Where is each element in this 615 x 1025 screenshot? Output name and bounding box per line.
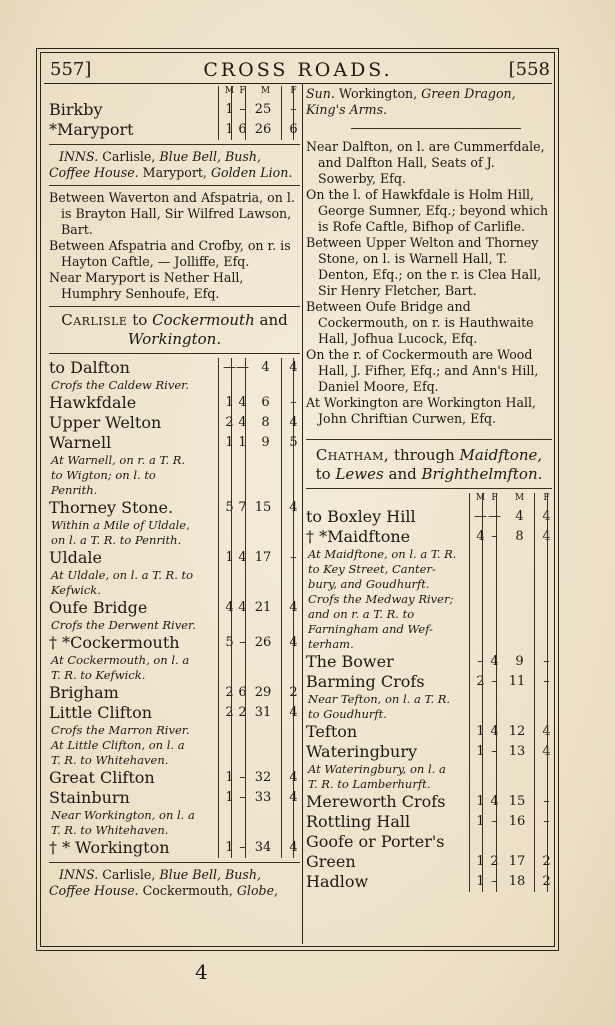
route-note: At Little Clifton, on l. a (51, 738, 185, 752)
route-note: At Wateringbury, on l. a (308, 762, 446, 776)
inns-continued (306, 86, 552, 118)
distance-f2: 4 (542, 529, 551, 544)
distance-m1: 1 (225, 122, 234, 137)
route-word: to (315, 465, 331, 483)
rule (351, 128, 521, 129)
note-paragraph: Between Afspatria and Crofby, on r. is Hayton Caftle, — Jolliffe, Efq. (49, 238, 291, 269)
route-note: bury, and Goudhurft. (308, 577, 430, 591)
distance-m2: 13 (508, 744, 526, 759)
distance-m2: 26 (254, 635, 272, 650)
route-stage (49, 788, 300, 838)
place-name: to Dalfton (49, 358, 130, 377)
route-note: Crofs the Marron River. (51, 723, 190, 737)
column-rule (482, 493, 483, 892)
inns-names: Green Dragon, King's Arms. (306, 86, 516, 117)
route-word: through (393, 446, 455, 464)
route-stage (49, 393, 300, 413)
inns-town: Carlisle, (102, 149, 156, 164)
column-head: M (475, 493, 486, 503)
inns-note (49, 867, 300, 899)
page-header (44, 55, 552, 81)
column-heads (306, 493, 552, 507)
route-stage (306, 652, 552, 672)
distance-m2: 12 (508, 724, 526, 739)
right-column (306, 86, 552, 892)
route-stage (49, 838, 300, 858)
route-note: Within a Mile of Uldale, (51, 518, 190, 532)
distance-m1: 1 (476, 744, 485, 759)
route-word: to (132, 311, 148, 329)
place-name: Stainburn (49, 788, 130, 807)
route-stage (306, 672, 552, 722)
route-stage (49, 548, 300, 598)
distance-f2: 4 (542, 509, 551, 524)
route-dest: Workington. (127, 330, 222, 348)
column-rule (245, 86, 246, 140)
route-stage (49, 498, 300, 548)
distance-f1: 6 (238, 685, 247, 700)
inns-town: Carlisle, (102, 867, 156, 882)
route-note: Penrith. (51, 483, 98, 497)
route-note: to Key Street, Canter- (308, 562, 436, 576)
route-word: and (388, 465, 417, 483)
distance-f1: 4 (490, 794, 499, 809)
note-paragraph: At Workington are Workington Hall, John Chriftian Curwen, Efq. (306, 395, 537, 426)
distance-m2: 16 (508, 814, 526, 829)
distance-f1: – (491, 744, 498, 759)
column-rule (281, 86, 282, 140)
distance-f2: 2 (289, 685, 298, 700)
distance-f1: 4 (238, 550, 247, 565)
distance-f2: 5 (289, 435, 298, 450)
route-note: Crofs the Medway River; (308, 592, 454, 606)
distance-f2: – (543, 794, 550, 809)
distance-m1: 1 (476, 814, 485, 829)
distance-m1: 1 (225, 840, 234, 855)
column-heads (49, 86, 300, 100)
route-stage (49, 598, 300, 633)
distance-m2: 8 (261, 415, 270, 430)
distance-f2: 4 (542, 724, 551, 739)
place-name: Green (306, 852, 356, 871)
distance-m1: 2 (476, 674, 485, 689)
distance-f1: 1 (238, 435, 247, 450)
rule (306, 439, 552, 440)
distance-f1: — (236, 360, 249, 375)
left-column (49, 86, 300, 899)
place-name: Brigham (49, 683, 119, 702)
place-name: † *Maidftone (306, 527, 411, 546)
route-stage (49, 100, 300, 120)
column-head: F (543, 493, 550, 503)
route-stage (306, 722, 552, 742)
distance-m2: 26 (254, 122, 272, 137)
note-paragraph: On the l. of Hawkfdale is Holm Hill, George Sumner, Efq.; beyond which is Rofe Caftle, Bifhop of Carlifle. (306, 187, 549, 234)
distance-m2: 9 (515, 654, 524, 669)
distance-f2: – (290, 395, 297, 410)
route-note: T. R. to Whitehaven. (51, 753, 169, 767)
column-rule (218, 86, 219, 140)
route-stage (306, 872, 552, 892)
distance-m1: 1 (225, 790, 234, 805)
distance-f1: — (488, 509, 501, 524)
route-dest: Brighthelmfton. (421, 465, 543, 483)
distance-m2: 18 (508, 874, 526, 889)
distance-f1: 4 (238, 600, 247, 615)
route-stage (306, 832, 552, 852)
distance-m2: 6 (261, 395, 270, 410)
distance-m1: 1 (225, 395, 234, 410)
route-note: Kefwick. (51, 583, 101, 597)
place-name: Hawkfdale (49, 393, 137, 412)
place-name: Thorney Stone. (49, 498, 174, 517)
distance-m1: 2 (225, 415, 234, 430)
distance-f2: 2 (542, 874, 551, 889)
distance-f1: – (239, 635, 246, 650)
distance-f1: 2 (238, 705, 247, 720)
distance-f1: – (239, 790, 246, 805)
note-paragraph: Near Maryport is Nether Hall, Humphry Senhoufe, Efq. (49, 270, 244, 301)
column-rule (293, 358, 294, 858)
route-note: and on r. a T. R. to (308, 607, 415, 621)
route-table-left (49, 358, 300, 858)
route-dest: Lewes (335, 465, 384, 483)
inns-label: INNS. (59, 149, 99, 164)
route-stage (49, 413, 300, 433)
distance-f1: 4 (490, 654, 499, 669)
distance-f2: 4 (289, 840, 298, 855)
distance-f2: 4 (289, 360, 298, 375)
route-note: on l. a T. R. to Penrith. (51, 533, 182, 547)
distance-f2: – (290, 102, 297, 117)
place-name: † *Cockermouth (49, 633, 180, 652)
distance-m1: 1 (225, 550, 234, 565)
distance-m1: 1 (225, 102, 234, 117)
rule (49, 306, 300, 307)
column-rule (231, 86, 232, 140)
distance-m2: 17 (254, 550, 272, 565)
route-word: and (259, 311, 288, 329)
header-rule (44, 83, 552, 84)
note-paragraph: Near Dalfton, on l. are Cummerfdale, and Dalfton Hall, Seats of J. Sowerby, Efq. (306, 139, 545, 186)
distance-m2: 33 (254, 790, 272, 805)
route-note: At Cockermouth, on l. a (51, 653, 190, 667)
route-note: At Warnell, on r. a T. R. (51, 453, 186, 467)
route-table-right (306, 493, 552, 892)
column-rule (469, 493, 470, 892)
column-rule (245, 358, 246, 858)
distance-f1: 4 (238, 395, 247, 410)
distance-f1: 6 (238, 122, 247, 137)
distance-f2: 6 (289, 122, 298, 137)
route-title-left (49, 311, 300, 349)
page-folio: 4 (195, 960, 208, 984)
left-notes (49, 190, 300, 302)
place-name: Tefton (306, 722, 358, 741)
distance-m1: — (223, 360, 236, 375)
place-name: Goofe or Porter's (306, 832, 445, 851)
route-stage (306, 742, 552, 792)
note-paragraph: Between Oufe Bridge and Cockermouth, on r. is Hauthwaite Hall, Jofhua Lucock, Efq. (306, 299, 534, 346)
route-stage (306, 792, 552, 812)
column-head: M (260, 86, 271, 96)
column-head: M (514, 493, 525, 503)
page-title: CROSS ROADS. (203, 59, 393, 81)
route-note: T. R. to Whitehaven. (51, 823, 169, 837)
distance-f1: – (239, 102, 246, 117)
inns-note (49, 149, 300, 181)
place-name: Oufe Bridge (49, 598, 148, 617)
distance-m1: 5 (225, 500, 234, 515)
distance-f2: 2 (542, 854, 551, 869)
distance-m2: 21 (254, 600, 272, 615)
route-stage (306, 527, 552, 652)
distance-m2: 32 (254, 770, 272, 785)
distance-m1: 1 (225, 770, 234, 785)
distance-m2: 4 (515, 509, 524, 524)
route-note: Crofs the Caldew River. (51, 378, 190, 392)
column-rule (281, 358, 282, 858)
distance-m2: 17 (508, 854, 526, 869)
route-stage (49, 633, 300, 683)
route-stage (306, 852, 552, 872)
distance-f1: – (239, 840, 246, 855)
distance-m2: 11 (508, 674, 526, 689)
distance-m2: 25 (254, 102, 272, 117)
route-note: Near Workington, on l. a (51, 808, 195, 822)
column-rule (218, 358, 219, 858)
distance-f1: 2 (490, 854, 499, 869)
column-divider (302, 84, 303, 944)
route-note: to Goudhurft. (308, 707, 387, 721)
distance-m1: 1 (476, 724, 485, 739)
distance-f1: – (239, 770, 246, 785)
distance-f2: 4 (289, 770, 298, 785)
page-number-left: 557] (50, 59, 92, 80)
right-notes (306, 139, 552, 427)
column-rule (534, 493, 535, 892)
note-paragraph: Between Upper Welton and Thorney Stone, on l. is Warnell Hall, T. Denton, Efq.; on the r. is Clea Hall, Sir Henry Fletcher, Bart. (306, 235, 542, 298)
column-rule (293, 86, 294, 140)
place-name: *Maryport (49, 120, 134, 139)
distance-m1: 2 (225, 705, 234, 720)
route-note: Near Tefton, on l. a T. R. (308, 692, 451, 706)
distance-m1: 4 (476, 529, 485, 544)
rule (49, 862, 300, 863)
rule (49, 185, 300, 186)
distance-f2: – (543, 674, 550, 689)
distance-f1: 7 (238, 500, 247, 515)
distance-f2: – (543, 814, 550, 829)
place-name: Uldale (49, 548, 102, 567)
distance-m2: 15 (254, 500, 272, 515)
distance-m2: 4 (261, 360, 270, 375)
route-note: Farningham and Wef- (308, 622, 433, 636)
distance-f2: – (290, 550, 297, 565)
distance-f1: – (491, 674, 498, 689)
route-stage (306, 507, 552, 527)
distance-m1: 1 (476, 874, 485, 889)
inns-town: Workington, (338, 86, 418, 101)
distance-f1: 4 (238, 415, 247, 430)
distance-f1: – (491, 529, 498, 544)
note-paragraph: On the r. of Cockermouth are Wood Hall, J. Fifher, Efq.; and Ann's Hill, Daniel Moore, Efq. (306, 347, 539, 394)
distance-m1: 2 (225, 685, 234, 700)
route-note: At Maidftone, on l. a T. R. (308, 547, 457, 561)
column-head: F (491, 493, 498, 503)
distance-f2: 4 (289, 790, 298, 805)
place-name: Barming Crofs (306, 672, 425, 691)
distance-f2: 4 (289, 635, 298, 650)
place-name: Birkby (49, 100, 103, 119)
route-stage (49, 703, 300, 768)
route-stage (49, 358, 300, 393)
distance-m1: 1 (476, 794, 485, 809)
distance-m2: 34 (254, 840, 272, 855)
route-note: At Uldale, on l. a T. R. to (51, 568, 194, 582)
rule (49, 353, 300, 354)
distance-m1: – (477, 654, 484, 669)
distance-m1: 1 (225, 435, 234, 450)
distance-f2: 4 (289, 705, 298, 720)
inns-names: Blue Bell, Bush, Coffee House. (49, 149, 261, 180)
column-head: F (239, 86, 246, 96)
distance-f1: – (491, 874, 498, 889)
place-name: to Boxley Hill (306, 507, 416, 526)
distance-m1: — (474, 509, 487, 524)
distance-f2: 4 (289, 600, 298, 615)
column-head: F (290, 86, 297, 96)
distance-f1: – (491, 814, 498, 829)
distance-m2: 15 (508, 794, 526, 809)
route-stage (49, 120, 300, 140)
page-number-right: [558 (508, 59, 550, 80)
place-name: Wateringbury (306, 742, 418, 761)
route-stage (49, 433, 300, 498)
note-paragraph: Between Waverton and Afspatria, on l. is Brayton Hall, Sir Wilfred Lawson, Bart. (49, 190, 295, 237)
route-note: Crofs the Derwent River. (51, 618, 196, 632)
place-name: Upper Welton (49, 413, 162, 432)
place-name: Little Clifton (49, 703, 153, 722)
place-name: Warnell (49, 433, 112, 452)
place-name: The Bower (306, 652, 394, 671)
route-dest: Maidftone, (459, 446, 543, 464)
distance-f2: 4 (289, 500, 298, 515)
distance-f2: 4 (289, 415, 298, 430)
place-name: Mereworth Crofs (306, 792, 446, 811)
distance-m1: 1 (476, 854, 485, 869)
column-head: M (224, 86, 235, 96)
inns-label: INNS. (59, 867, 99, 882)
rule (306, 488, 552, 489)
route-note: T. R. to Lamberhurft. (308, 777, 431, 791)
inns-town: Maryport, (142, 165, 207, 180)
route-note: to Wigton; on l. to (51, 468, 156, 482)
place-name: Hadlow (306, 872, 369, 891)
route-note: terham. (308, 637, 354, 651)
column-rule (231, 358, 232, 858)
route-table-top (49, 86, 300, 140)
distance-m1: 4 (225, 600, 234, 615)
distance-m2: 9 (261, 435, 270, 450)
distance-m2: 31 (254, 705, 272, 720)
route-origin: Chatham, (315, 446, 390, 464)
route-stage (306, 812, 552, 832)
distance-f2: 4 (542, 744, 551, 759)
column-rule (496, 493, 497, 892)
distance-m2: 29 (254, 685, 272, 700)
distance-f2: – (543, 654, 550, 669)
place-name: † * Workington (49, 838, 170, 857)
route-stage (49, 683, 300, 703)
inns-names: Golden Lion. (210, 165, 293, 180)
rule (49, 144, 300, 145)
column-rule (547, 493, 548, 892)
place-name: Rottling Hall (306, 812, 411, 831)
route-dest: Cockermouth (152, 311, 255, 329)
route-origin: Carlisle (61, 311, 128, 329)
inns-names: Globe, (236, 883, 279, 898)
distance-m2: 8 (515, 529, 524, 544)
route-note: T. R. to Kefwick. (51, 668, 146, 682)
inns-names: Sun. (306, 86, 335, 101)
inns-names: Blue Bell, Bush, Coffee House. (49, 867, 261, 898)
distance-m1: 5 (225, 635, 234, 650)
inns-town: Cockermouth, (142, 883, 233, 898)
place-name: Great Clifton (49, 768, 155, 787)
route-title-right (306, 446, 552, 484)
route-stage (49, 768, 300, 788)
distance-f1: 4 (490, 724, 499, 739)
